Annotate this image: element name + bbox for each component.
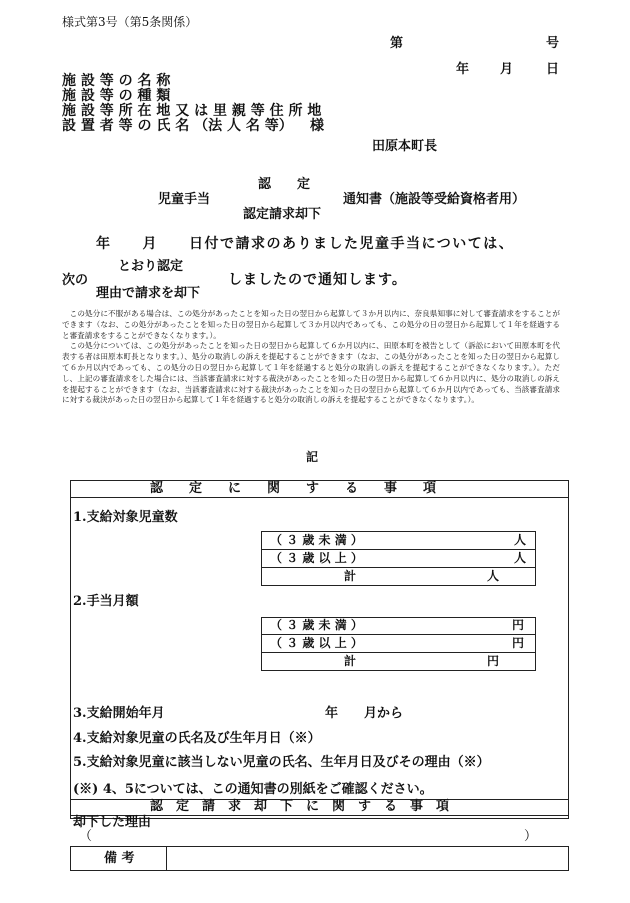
body-option-certify: とおり認定: [118, 259, 184, 274]
issuer: 田原本町長: [372, 139, 438, 154]
children-total-unit: 人: [487, 569, 500, 583]
body-option-reject: 理由で請求を却下: [96, 286, 201, 301]
amount-total-label: 計: [344, 654, 357, 668]
title-right: 通知書（施設等受給資格者用）: [343, 192, 526, 207]
number-label-prefix: 第: [390, 36, 404, 51]
amount-under3-label: （ ３ 歳 未 満 ）: [270, 618, 363, 632]
title-option-certify: 認 定: [258, 177, 311, 192]
children-over3-unit: 人: [514, 551, 527, 565]
children-under3-label: （ ３ 歳 未 満 ）: [270, 533, 363, 547]
body-suffix: しましたので通知します。: [228, 272, 407, 288]
title-left: 児童手当: [158, 192, 211, 207]
attachment-note: (※) 4、5については、この通知書の別紙をご確認ください。: [73, 782, 433, 797]
remarks-field[interactable]: [168, 848, 566, 869]
legal-notes: [62, 309, 560, 406]
addressee-owner: 設 置 者 等 の 氏 名 （法 人 名 等）: [62, 118, 293, 134]
rejection-reason-close-paren: ）: [524, 829, 538, 844]
addressee-address: 施 設 等 所 在 地 又 は 里 親 等 住 所 地: [62, 103, 322, 119]
item-monthly-amount: 2.手当月額: [73, 594, 139, 609]
number-label-suffix: 号: [546, 36, 560, 51]
item-start-month: 3.支給開始年月: [73, 706, 165, 721]
addressee-type: 施 設 等 の 種 類: [62, 88, 171, 104]
note-appeal: この処分に不服がある場合は、この処分があったことを知った日の翌日から起算して３か月以内に、奈良県知事に対して審査請求をすることができます（なお、この処分があったことを知った日の翌日から起算して３か月以内であっても、この処分の日の翌日から起算して１年を経過すると審査請求をすることができなくなります。）。: [62, 309, 560, 340]
children-total-label: 計: [344, 569, 357, 583]
rejection-reason-open-paren: （: [79, 829, 93, 844]
rejection-header: 認 定 請 求 却 下 に 関 す る 事 項: [150, 799, 450, 814]
body-line-1: 年 月 日付で請求のありました児童手当については、: [96, 236, 515, 252]
date-year-label: 年: [456, 62, 470, 77]
start-month-value: 年 月から: [325, 706, 404, 721]
item-children-count: 1.支給対象児童数: [73, 510, 178, 525]
date-month-label: 月: [500, 62, 514, 77]
honorific: 様: [310, 118, 324, 134]
amount-under3-unit: 円: [512, 618, 525, 632]
children-over3-label: （ ３ 歳 以 上 ）: [270, 551, 363, 565]
ki-marker: 記: [306, 450, 319, 464]
body-prefix: 次の: [62, 273, 89, 288]
amount-over3-label: （ ３ 歳 以 上 ）: [270, 636, 363, 650]
item-child-names: 4.支給対象児童の氏名及び生年月日（※）: [73, 731, 321, 746]
certification-header: 認 定 に 関 す る 事 項: [150, 481, 437, 496]
date-day-label: 日: [546, 62, 560, 77]
rejection-reason-label: 却下した理由: [73, 815, 152, 830]
item-ineligible-children: 5.支給対象児童に該当しない児童の氏名、生年月日及びその理由（※）: [73, 755, 490, 770]
children-under3-unit: 人: [514, 533, 527, 547]
amount-over3-unit: 円: [512, 636, 525, 650]
amount-total-unit: 円: [487, 654, 500, 668]
note-lawsuit: この処分については、この処分があったことを知った日の翌日から起算して６か月以内に、田原本町を被告として（訴訟において田原本町を代表する者は田原本町長となります。）、処分の取消しの訴えを提起することができます（なお、この処分があったことを知った日の翌日から起算して６か月以内であっても、この処分の日の翌日から起算して１年を経過すると処分の取消しの訴えを提起することができなくなります。）。ただし、上記の審査請求をした場合には、当該審査請求に対する裁決があったことを知った日の翌日から起算して６か月以内に、処分の取消しの訴えを提起することができます（なお、当該審査請求に対する裁決があったことを知った日の翌日から起算して６か月以内であっても、当該審査請求に対する裁決があった日の翌日から起算して１年を経過すると処分の取消しの訴えを提起することができなくなります。）。: [62, 341, 560, 405]
remarks-label: 備 考: [104, 851, 135, 866]
form-number: 様式第3号（第5条関係）: [62, 15, 198, 29]
title-option-reject: 認定請求却下: [243, 207, 322, 222]
addressee-name: 施 設 等 の 名 称: [62, 73, 171, 89]
